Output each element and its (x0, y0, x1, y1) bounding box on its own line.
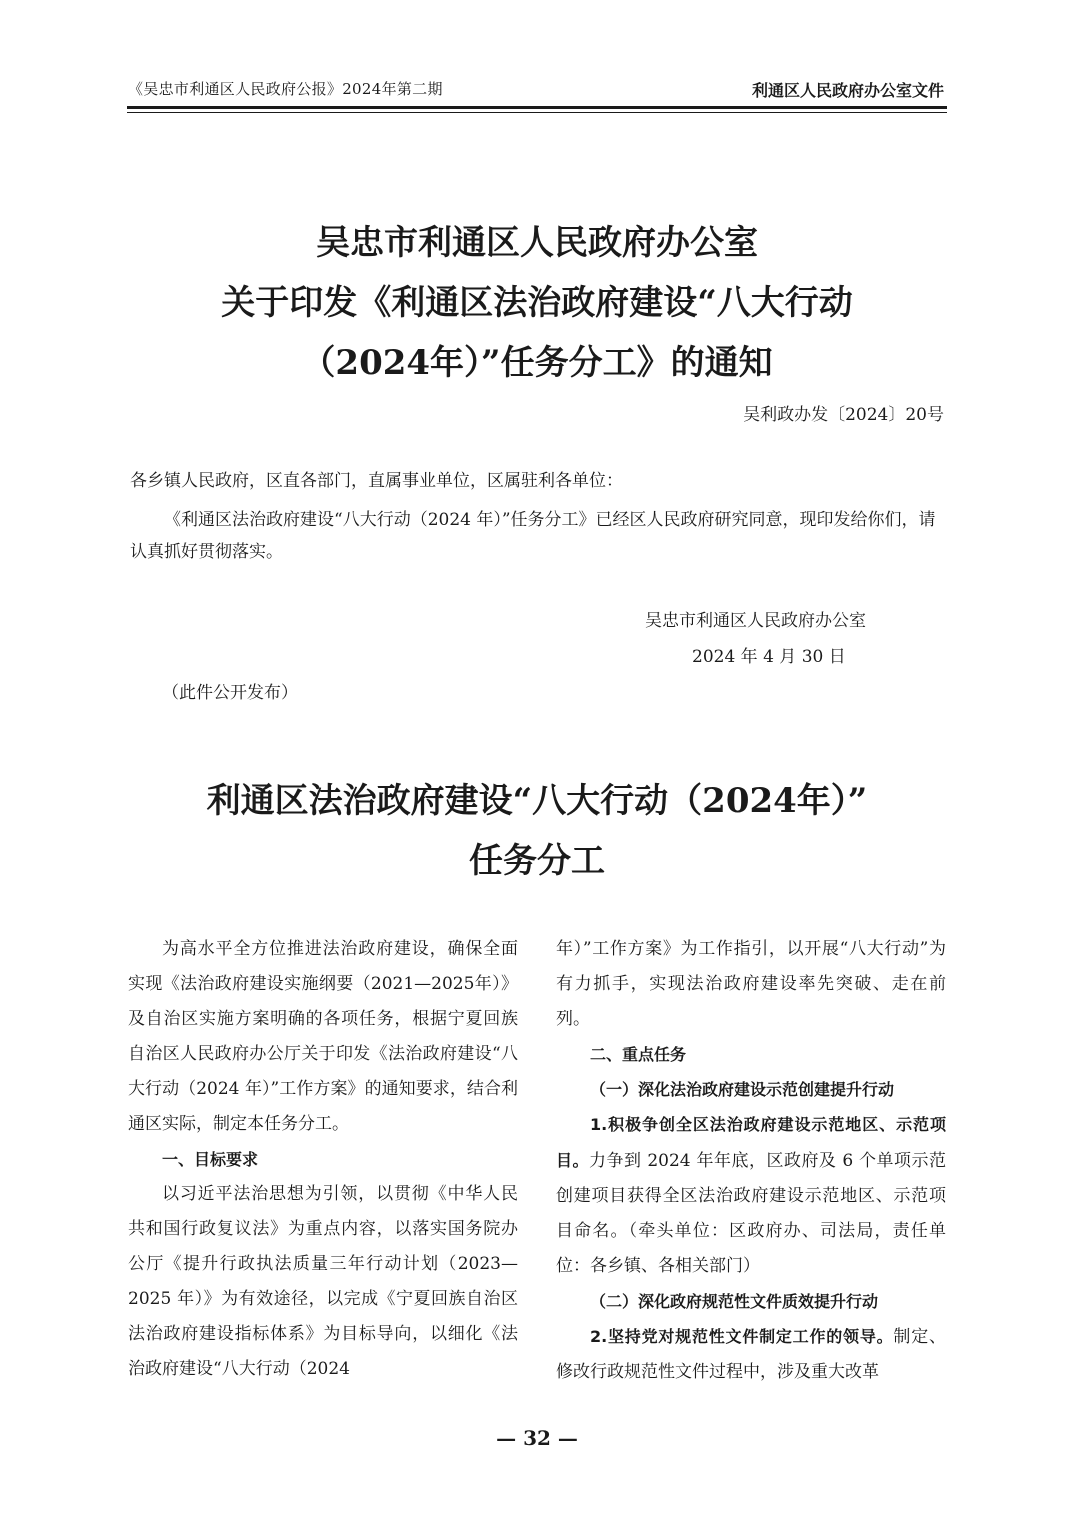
notice-title (127, 213, 947, 393)
addressee: 各乡镇人民政府，区直各部门，直属事业单位，区属驻利各单位： (130, 471, 623, 491)
heading-goals: 一、目标要求 (162, 1150, 259, 1169)
header-issuer: 利通区人民政府办公室文件 (751, 81, 944, 100)
notice-body: 《利通区法治政府建设“八大行动（2024 年）”任务分工》已经区人民政府研究同意，现印发给你们，请认真抓好贯彻落实。 (130, 510, 936, 562)
section-title-line: 任务分工 (469, 841, 605, 881)
notice-title-line: （2024年）”任务分工》的通知 (301, 343, 773, 383)
page-number: — 32 — (496, 1426, 578, 1450)
goals-paragraph-continued: 年）”工作方案》为工作指引，以开展“八大行动”为有力抓手，实现法治政府建设率先突破、走在前列。 (556, 939, 946, 1029)
left-column (128, 932, 518, 1387)
subheading-demonstration: （一）深化法治政府建设示范创建提升行动 (590, 1080, 895, 1099)
subheading-normative-documents: （二）深化政府规范性文件质效提升行动 (590, 1292, 879, 1311)
header-divider-thin (127, 112, 947, 113)
goals-paragraph: 以习近平法治思想为引领，以贯彻《中华人民共和国行政复议法》为重点内容，以落实国务院办公厅《提升行政执法质量三年行动计划（2023—2025 年）》为有效途径，以完成《宁夏回族自治区法治政府建设指标体系》为目标导向，以细化《法治政府建设“八大行动（2024 (128, 1184, 518, 1379)
task-item-1 (556, 1107, 946, 1284)
task-item-2-lead: 2.坚持党对规范性文件制定工作的领导。 (590, 1327, 894, 1346)
publish-note: （此件公开发布） (162, 683, 298, 703)
signature-date: 2024 年 4 月 30 日 (692, 647, 846, 667)
heading-key-tasks: 二、重点任务 (590, 1045, 687, 1064)
task-item-1-text: 力争到 2024 年年底，区政府及 6 个单项示范创建项目获得全区法治政府建设示范地区、示范项目命名。（牵头单位：区政府办、司法局，责任单位：各乡镇、各相关部门） (556, 1151, 946, 1276)
notice-title-line: 关于印发《利通区法治政府建设“八大行动 (221, 283, 853, 323)
intro-paragraph: 为高水平全方位推进法治政府建设，确保全面实现《法治政府建设实施纲要（2021—2025年）》及自治区实施方案明确的各项任务，根据宁夏回族自治区人民政府办公厅关于印发《法治政府建设“八大行动（2024 年）”工作方案》的通知要求，结合利通区实际，制定本任务分工。 (128, 939, 518, 1134)
header-publication: 《吴忠市利通区人民政府公报》2024年第二期 (128, 80, 443, 98)
notice-title-line: 吴忠市利通区人民政府办公室 (316, 223, 758, 263)
document-number: 吴利政办发〔2024〕20号 (743, 405, 944, 425)
header-divider (127, 106, 947, 109)
task-item-1-lead: 1.积极争创全区法治政府建设示范地区、示范项目。 (556, 1115, 946, 1170)
section-title-line: 利通区法治政府建设“八大行动（2024年）” (206, 781, 868, 821)
section-title (127, 771, 947, 891)
task-item-2 (556, 1319, 946, 1390)
task-item-2-text: 制定、修改行政规范性文件过程中，涉及重大改革 (556, 1327, 946, 1382)
signature-organization: 吴忠市利通区人民政府办公室 (645, 611, 866, 631)
right-column (556, 932, 946, 1390)
